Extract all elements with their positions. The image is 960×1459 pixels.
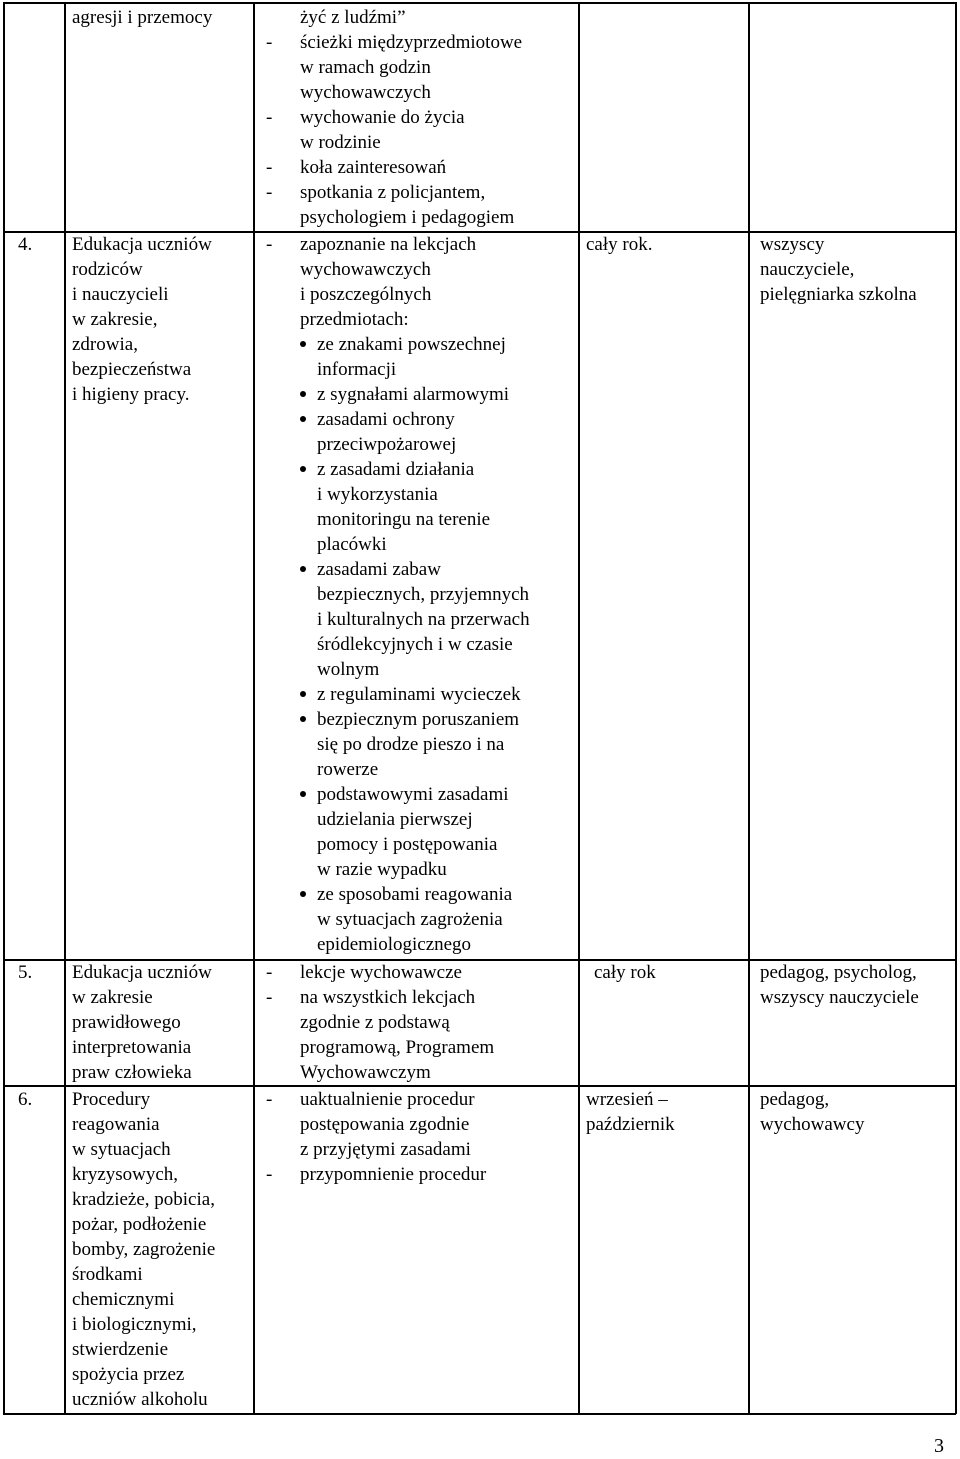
activity-item: żyć z ludźmi” — [300, 7, 406, 28]
grid-vline-1 — [64, 2, 66, 1414]
activity-item: - zapoznanie na lekcjach wychowawczych i poszczególnych przedmiotach: — [262, 232, 592, 332]
page-number: 3 — [934, 1435, 944, 1457]
activity-bullet: bezpiecznym poruszaniem się po drodze pieszo i na rowerze — [262, 707, 592, 782]
grid-vline-2 — [253, 2, 255, 1414]
activity-item: - lekcje wychowawcze — [262, 960, 592, 985]
activity-bullet: ze znakami powszechnej informacji — [262, 332, 592, 382]
row-6-activities — [262, 1087, 592, 1187]
activity-bullet: zasadami zabaw bezpiecznych, przyjemnych i kulturalnych na przerwach śródlekcyjnych i w czasie wolnym — [262, 557, 592, 682]
row-continued-activities — [262, 5, 592, 230]
row-4-activities — [262, 232, 592, 957]
row-4-timeframe: cały rok. — [586, 234, 653, 255]
activity-item: - koła zainteresowań — [262, 155, 592, 180]
activity-bullet: z sygnałami alarmowymi — [262, 382, 592, 407]
row-6-responsible: pedagog, wychowawcy — [760, 1089, 865, 1135]
row-5-number: 5. — [18, 962, 33, 983]
activity-item: - na wszystkich lekcjach zgodnie z podstawą programową, Programem Wychowawczym — [262, 985, 592, 1085]
row-4-number: 4. — [18, 234, 33, 255]
activity-bullet: zasadami ochrony przeciwpożarowej — [262, 407, 592, 457]
grid-hline-top — [3, 2, 956, 4]
row-5-topic: Edukacja uczniów w zakresie prawidłowego interpretowania praw człowieka — [72, 962, 212, 1083]
grid-vline-left — [3, 2, 5, 1414]
row-4-responsible: wszyscy nauczyciele, pielęgniarka szkolna — [760, 234, 917, 305]
row-5-timeframe: cały rok — [594, 962, 656, 983]
row-4-topic: Edukacja uczniów rodziców i nauczycieli w zakresie, zdrowia, bezpieczeństwa i higieny pracy. — [72, 234, 212, 405]
row-continued-topic: agresji i przemocy — [72, 7, 213, 28]
activity-item: - przypomnienie procedur — [262, 1162, 592, 1187]
grid-vline-right — [955, 2, 957, 1414]
activity-item: - uaktualnienie procedur postępowania zgodnie z przyjętymi zasadami — [262, 1087, 592, 1162]
grid-vline-4 — [748, 2, 750, 1414]
row-5-activities — [262, 960, 592, 1085]
activity-bullet: z regulaminami wycieczek — [262, 682, 592, 707]
activity-bullet: z zasadami działania i wykorzystania monitoringu na terenie placówki — [262, 457, 592, 557]
row-6-number: 6. — [18, 1089, 33, 1110]
activity-bullet: ze sposobami reagowania w sytuacjach zagrożenia epidemiologicznego — [262, 882, 592, 957]
activity-item: - ścieżki międzyprzedmiotowe w ramach godzin wychowawczych — [262, 30, 592, 105]
row-5-responsible: pedagog, psycholog, wszyscy nauczyciele — [760, 962, 919, 1008]
activity-item: - spotkania z policjantem, psychologiem i pedagogiem — [262, 180, 592, 230]
grid-hline-bottom — [3, 1413, 956, 1415]
activity-bullet: podstawowymi zasadami udzielania pierwszej pomocy i postępowania w razie wypadku — [262, 782, 592, 882]
row-6-topic: Procedury reagowania w sytuacjach kryzysowych, kradzieże, pobicia, pożar, podłożenie bomby, zagrożenie środkami chemicznymi i biologicznymi, stwierdzenie spożycia przez uczniów alkoholu — [72, 1089, 216, 1410]
row-6-timeframe: wrzesień – październik — [586, 1089, 675, 1135]
activity-item: - wychowanie do życia w rodzinie — [262, 105, 592, 155]
